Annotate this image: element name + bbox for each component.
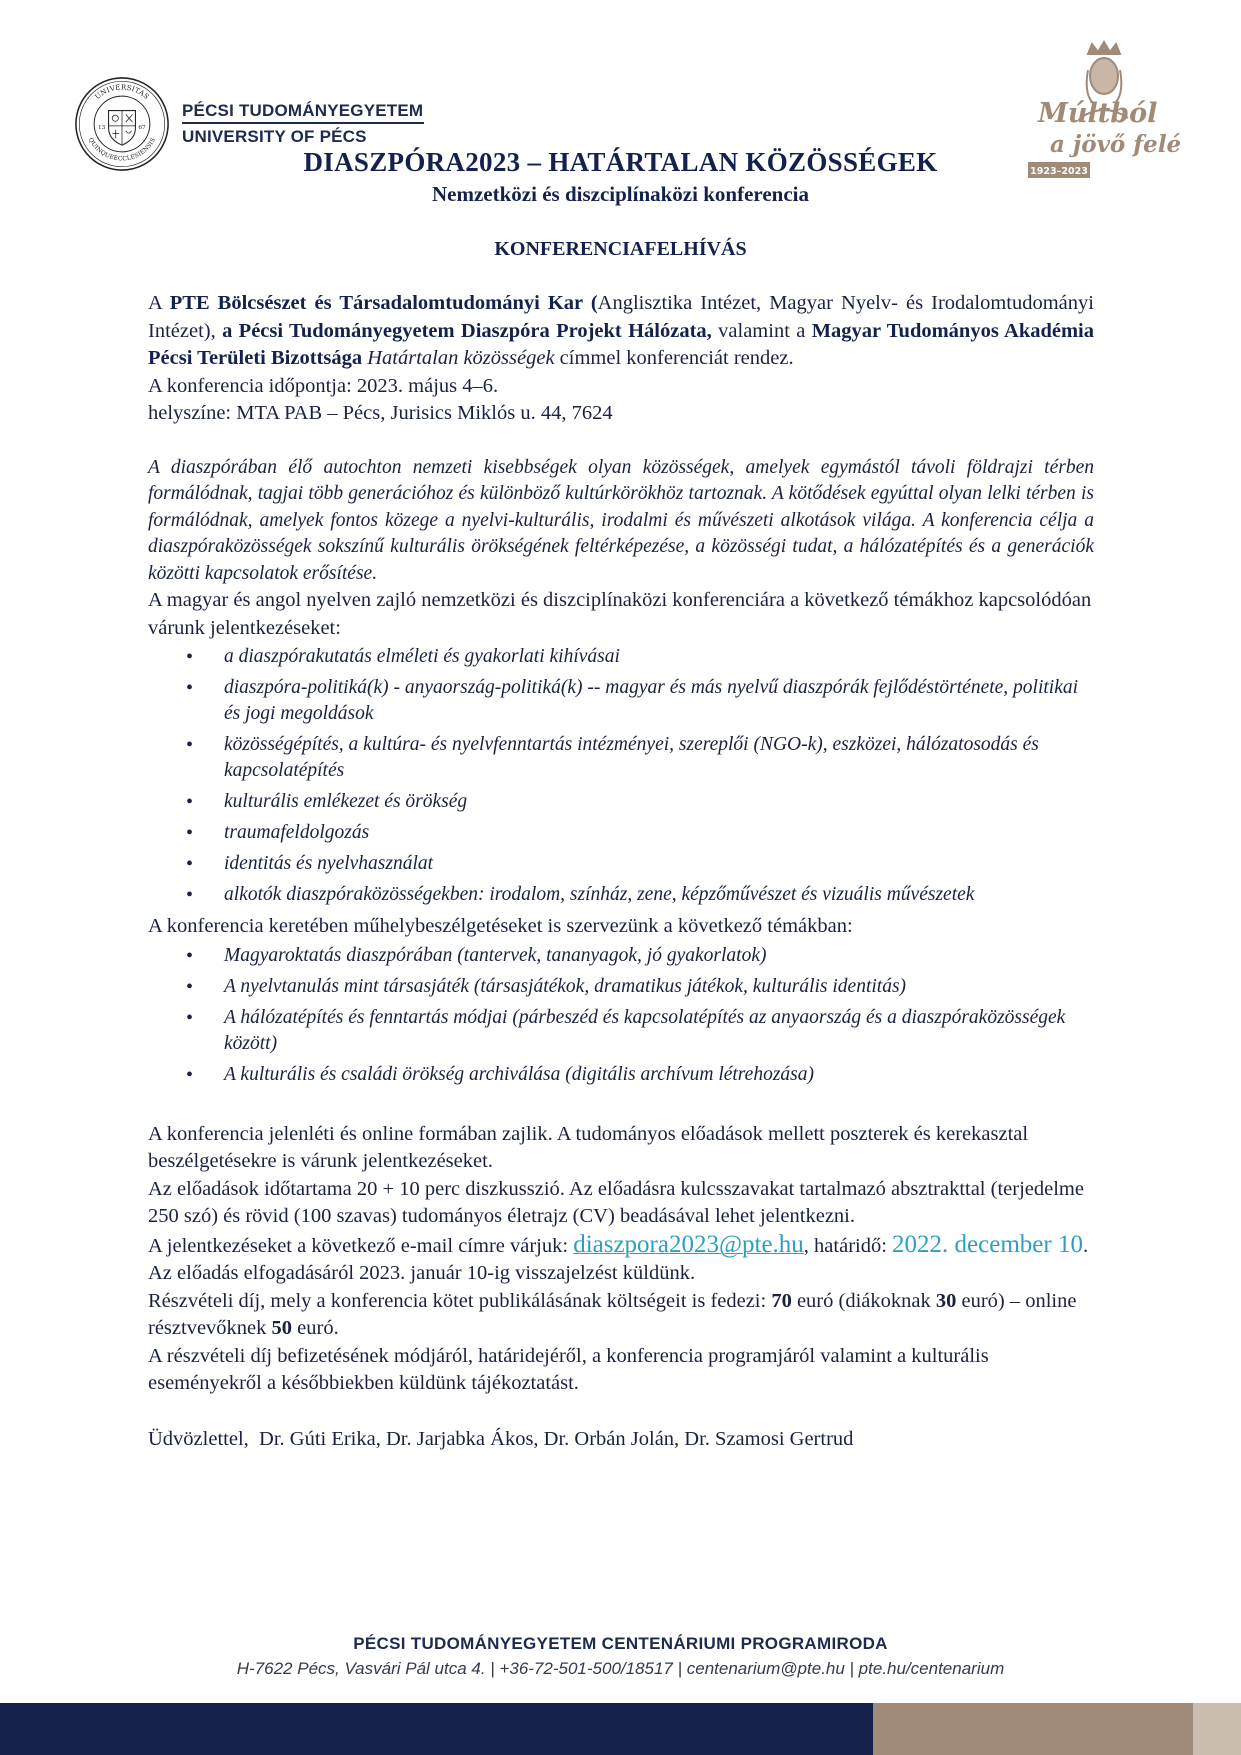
call-for-papers-heading: KONFERENCIAFELHÍVÁS — [494, 238, 747, 260]
email-link[interactable]: diaszpora2023@pte.hu — [573, 1230, 804, 1258]
conference-title: DIASZPÓRA2023 – HATÁRTALAN KÖZÖSSÉGEK — [303, 147, 938, 177]
abstract-paragraph: A diaszpórában élő autochton nemzeti kisebbségek olyan közösségek, amelyek egymástól távoli földrajzi térben formálódnak, tagjai több generációhoz és különböző kultúrkörökhöz tartoznak. A kötődések egyúttal olyan lelki térben is formálódnak, amelyek fontos közege a nyelvi-kulturális, irodalmi és művészeti alkotások világa. A konferencia célja a diaszpóraközösségek sokszínű kulturális örökségének feltérképezése, a közösségi tudat, a hálózatépítés és a generációk közötti kapcsolatok erősítése. — [148, 456, 1094, 584]
topics-intro: A magyar és angol nyelven zajló nemzetközi és diszciplínaközi konferenciára a következő témákhoz kapcsolódóan várunk jelentkezéseket: — [148, 589, 1092, 639]
fee-paragraph: Részvételi díj, mely a konferencia kötet publikálásának költségeit is fedezi: 70 euró (diákoknak 30 euró) – online résztvevőknek 50 euró. — [148, 1289, 1077, 1339]
organizer-academy: Magyar Tudományos Akadémia Pécsi Területi Bizottsága — [148, 319, 1095, 369]
online-fee-amount: 50 — [271, 1317, 293, 1339]
fee-amount: 70 — [771, 1289, 792, 1312]
seal-year-right: 67 — [138, 124, 146, 131]
list-item: • közösségépítés, a kultúra- és nyelvfenntartás intézményei, szereplői (NGO-k), eszközei, hálózatosodás és kapcsolatépítés — [224, 732, 1094, 784]
centenary-line-2: a jövő felé — [1050, 131, 1182, 158]
conference-venue: helyszíne: MTA PAB – Pécs, Jurisics Miklós u. 44, 7624 — [148, 402, 613, 424]
list-item: • A kulturális és családi örökség archiválása (digitális archívum létrehozása) — [224, 1062, 1094, 1088]
footer-contact: H-7622 Pécs, Vasvári Pál utca 4. | +36-72-501-500/18517 | centenarium@pte.hu | pte.hu/centenarium — [236, 1659, 1005, 1678]
info-paragraph: A részvételi díj befizetésének módjáról, határidejéről, a konferencia programjáról valamint a kulturális eseményekről a későbbiekben küldünk tájékoztatást. — [148, 1344, 989, 1394]
svg-text:UNIVERSITAS: UNIVERSITAS — [93, 83, 151, 102]
format-paragraph: A konferencia jelenléti és online formában zajlik. A tudományos előadások mellett poszterek és kerekasztal beszélgetésekre is várunk jelentkezéseket. — [148, 1122, 1029, 1172]
university-name-en: UNIVERSITY OF PÉCS — [182, 127, 367, 146]
workshops-list — [148, 943, 1094, 1088]
duration-paragraph: Az előadások időtartama 20 + 10 perc diszkusszió. Az előadásra kulcsszavakat tartalmazó absztrakttal (terjedelme 250 szó) és rövid (100 szavas) tudományos életrajz (CV) beadásával lehet jelentkezni. — [148, 1177, 1084, 1227]
seal-year-left: 13 — [98, 124, 106, 131]
conference-date: A konferencia időpontja: 2023. május 4–6. — [148, 374, 499, 397]
organizer-faculty: PTE Bölcsészet és Társadalomtudományi Kar ( — [169, 292, 598, 314]
event-title: Határtalan közösségek — [362, 347, 555, 369]
list-item: • traumafeldolgozás — [224, 820, 1094, 846]
footer-organization: PÉCSI TUDOMÁNYEGYETEM CENTENÁRIUMI PROGRAMIRODA — [353, 1634, 888, 1653]
list-item: • A nyelvtanulás mint társasjáték (társasjátékok, dramatikus játékok, kulturális identitás) — [224, 974, 1094, 1000]
list-item: • A hálózatépítés és fenntartás módjai (párbeszéd és kapcsolatépítés az anyaország és a diaszpóraközösségek között) — [224, 1005, 1094, 1057]
footer-bar-navy — [0, 1703, 873, 1755]
university-name-hu: PÉCSI TUDOMÁNYEGYETEM — [182, 101, 424, 120]
topics-list — [148, 644, 1094, 908]
footer-bar-tan — [873, 1703, 1193, 1755]
conference-subtitle: Nemzetközi és diszciplínaközi konferencia — [432, 182, 809, 206]
centenary-years: 1923–2023 — [1030, 166, 1088, 177]
university-wordmark — [182, 100, 424, 147]
wordmark-divider — [182, 122, 424, 124]
list-item: • Magyaroktatás diaszpórában (tantervek, tananyagok, jó gyakorlatok) — [224, 943, 1094, 969]
submission-paragraph: A jelentkezéseket a következő e-mail címre várjuk: diaszpora2023@pte.hu, határidő: 2022. december 10. Az előadás elfogadásáról 2023. január 10-ig visszajelzést küldünk. — [148, 1230, 1089, 1284]
organizer-institutes: Anglisztika Intézet, Magyar Nyelv- és Irodalomtudományi Intézet), — [148, 292, 1094, 342]
organizer-network: a Pécsi Tudományegyetem Diaszpóra Projekt Hálózata, — [222, 319, 712, 342]
footer-bar-light — [1193, 1703, 1241, 1755]
centenary-line-1: Múltból — [1038, 98, 1158, 129]
document-body — [148, 290, 1094, 1453]
greeting-signatures: Üdvözlettel, Dr. Gúti Erika, Dr. Jarjabka Ákos, Dr. Orbán Jolán, Dr. Szamosi Gertrud — [148, 1427, 854, 1450]
svg-text:QUINQUEECCLESIENSIS: QUINQUEECCLESIENSIS — [86, 136, 158, 163]
list-item: • identitás és nyelvhasználat — [224, 851, 1094, 877]
list-item: • a diaszpórakutatás elméleti és gyakorlati kihívásai — [224, 644, 1094, 670]
workshops-intro: A konferencia keretében műhelybeszélgetéseket is szervezünk a következő témákban: — [148, 915, 853, 937]
intro-paragraph: A PTE Bölcsészet és Társadalomtudományi Kar (Anglisztika Intézet, Magyar Nyelv- és Irodalomtudományi Intézet), a Pécsi Tudományegyetem Diaszpóra Projekt Hálózata, valamint a Magyar Tudományos Akadémia Pécsi Területi Bizottsága Határtalan közösségek címmel konferenciát rendez. — [148, 292, 1095, 369]
list-item: • alkotók diaszpóraközösségekben: irodalom, színház, zene, képzőművészet és vizuális művészetek — [224, 882, 1094, 908]
list-item: • kulturális emlékezet és örökség — [224, 789, 1094, 815]
list-item: • diaszpóra-politiká(k) - anyaország-politiká(k) -- magyar és más nyelvű diaszpórák fejlődéstörténete, politikai és jogi megoldások — [224, 675, 1094, 727]
deadline-date: 2022. december 10 — [892, 1230, 1083, 1258]
student-fee-amount: 30 — [935, 1289, 957, 1312]
